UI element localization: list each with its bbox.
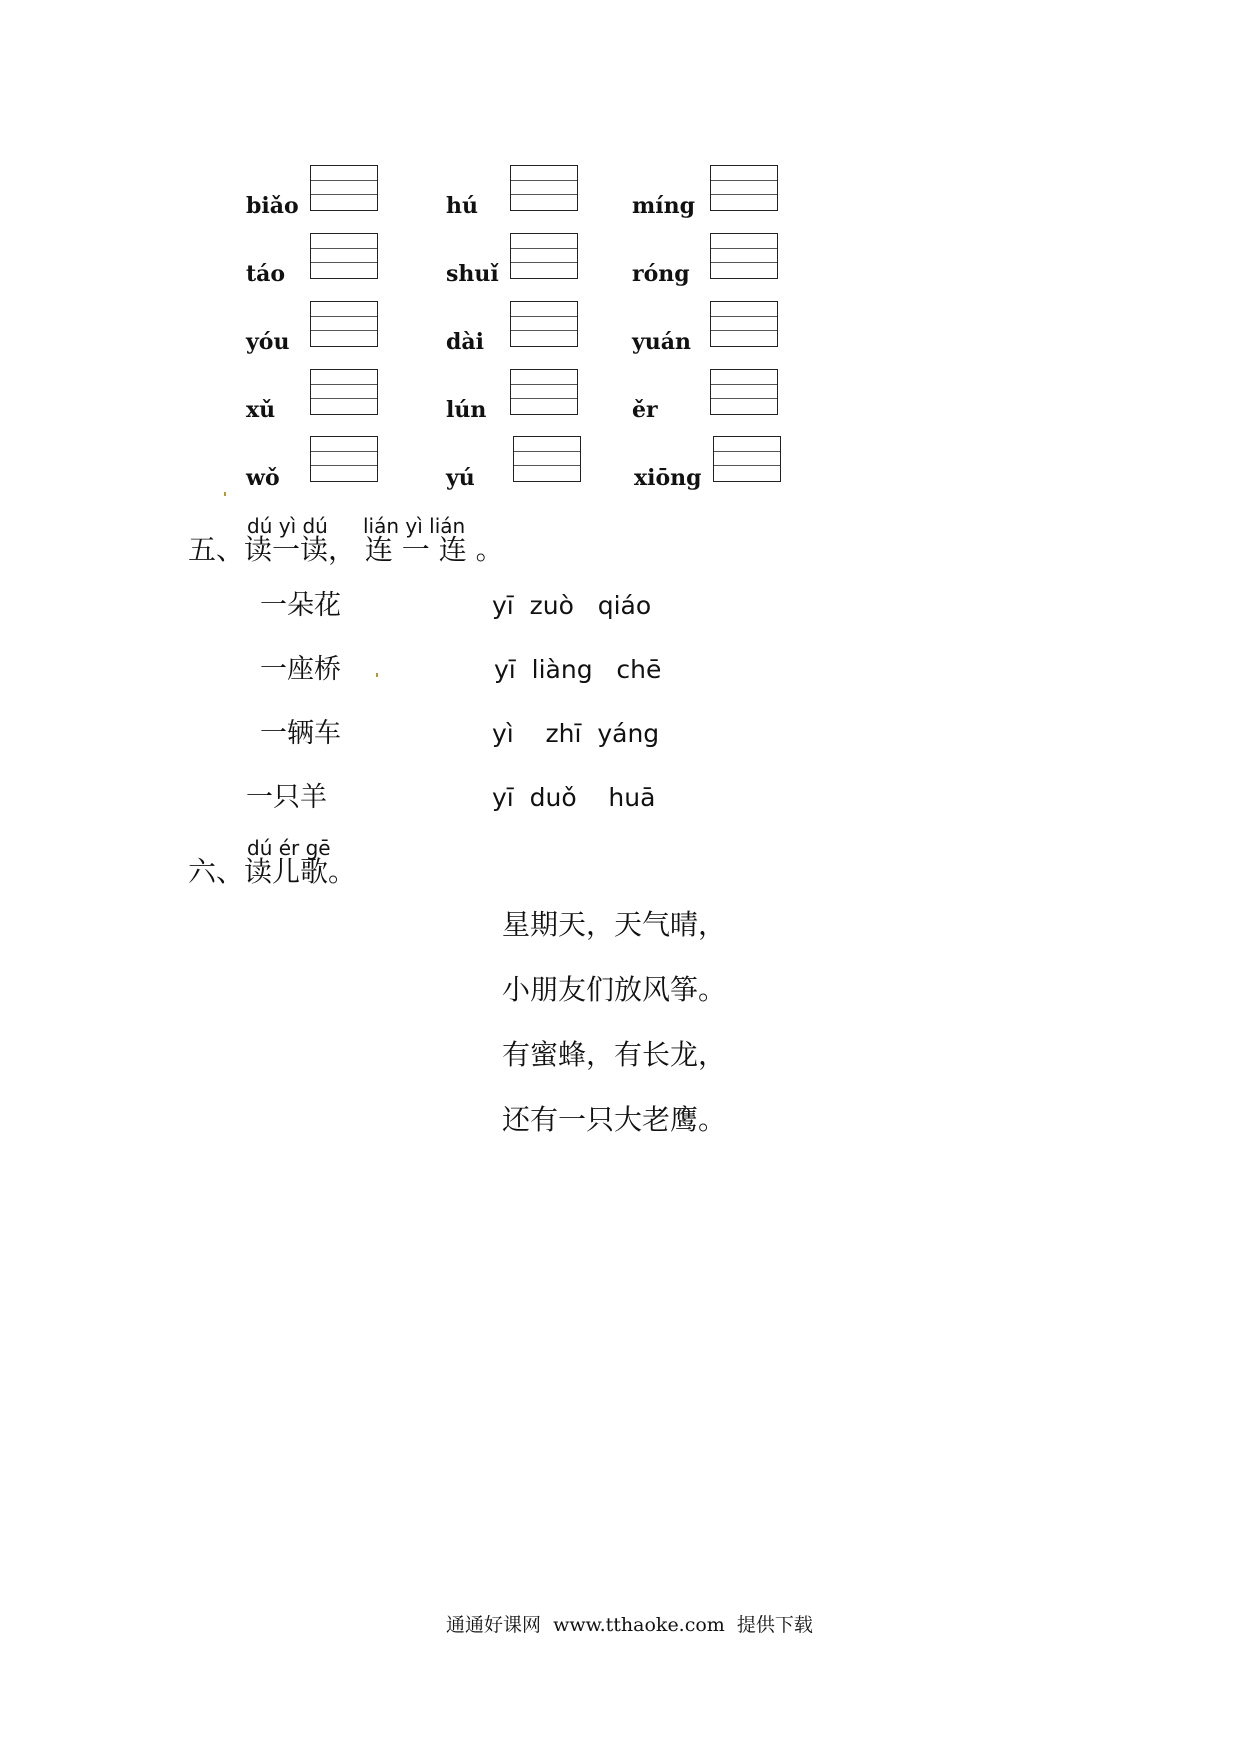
poem-line: 星期天，天气晴， xyxy=(502,908,727,941)
footer-credit: 通通好课网 www.tthaoke.com 提供下载 xyxy=(446,1614,813,1636)
match-pinyin[interactable]: yì zhī yáng xyxy=(492,719,660,748)
writing-box[interactable] xyxy=(310,165,378,211)
pinyin-label: ěr xyxy=(632,397,658,423)
pinyin-label: xǔ xyxy=(246,397,276,423)
pinyin-label: wǒ xyxy=(246,465,280,491)
pinyin-label: biǎo xyxy=(246,193,299,219)
writing-box[interactable] xyxy=(510,165,578,211)
scan-speck xyxy=(376,673,378,677)
title-pinyin: dú yì dú xyxy=(247,514,328,538)
match-phrase[interactable]: 一辆车 xyxy=(260,718,341,749)
poem-line: 小朋友们放风筝。 xyxy=(502,973,727,1006)
match-phrase[interactable]: 一座桥 xyxy=(260,654,341,685)
writing-box[interactable] xyxy=(310,369,378,415)
writing-box[interactable] xyxy=(710,369,778,415)
writing-box[interactable] xyxy=(710,233,778,279)
writing-box[interactable] xyxy=(513,436,581,482)
pinyin-label: yuán xyxy=(632,329,692,355)
writing-box[interactable] xyxy=(510,233,578,279)
pinyin-label: shuǐ xyxy=(446,261,499,287)
section-title: 五、读一读， 连 一 连 。 xyxy=(188,533,504,566)
match-pinyin[interactable]: yī liàng chē xyxy=(494,655,662,684)
writing-box[interactable] xyxy=(310,301,378,347)
pinyin-label: róng xyxy=(632,261,690,287)
writing-box[interactable] xyxy=(310,233,378,279)
poem-line: 还有一只大老鹰。 xyxy=(502,1103,727,1136)
writing-box[interactable] xyxy=(710,165,778,211)
pinyin-label: táo xyxy=(246,261,286,287)
match-phrase[interactable]: 一只羊 xyxy=(246,782,327,813)
pinyin-label: dài xyxy=(446,329,484,355)
writing-box[interactable] xyxy=(710,301,778,347)
pinyin-label: hú xyxy=(446,193,478,219)
pinyin-label: yóu xyxy=(246,329,290,355)
section-title: 六、读儿歌。 xyxy=(188,855,357,888)
title-pinyin: lián yì lián xyxy=(363,514,466,538)
match-phrase[interactable]: 一朵花 xyxy=(260,590,341,621)
title-pinyin: dú ér gē xyxy=(247,836,331,860)
writing-box[interactable] xyxy=(310,436,378,482)
poem-line: 有蜜蜂，有长龙， xyxy=(502,1038,727,1071)
match-pinyin[interactable]: yī duǒ huā xyxy=(492,783,656,812)
pinyin-label: míng xyxy=(632,193,696,219)
writing-box[interactable] xyxy=(510,369,578,415)
pinyin-label: xiōng xyxy=(634,465,702,491)
pinyin-label: lún xyxy=(446,397,487,423)
pinyin-label: yú xyxy=(446,465,475,491)
writing-box[interactable] xyxy=(713,436,781,482)
match-pinyin[interactable]: yī zuò qiáo xyxy=(492,591,652,620)
scan-speck xyxy=(224,492,226,496)
writing-box[interactable] xyxy=(510,301,578,347)
